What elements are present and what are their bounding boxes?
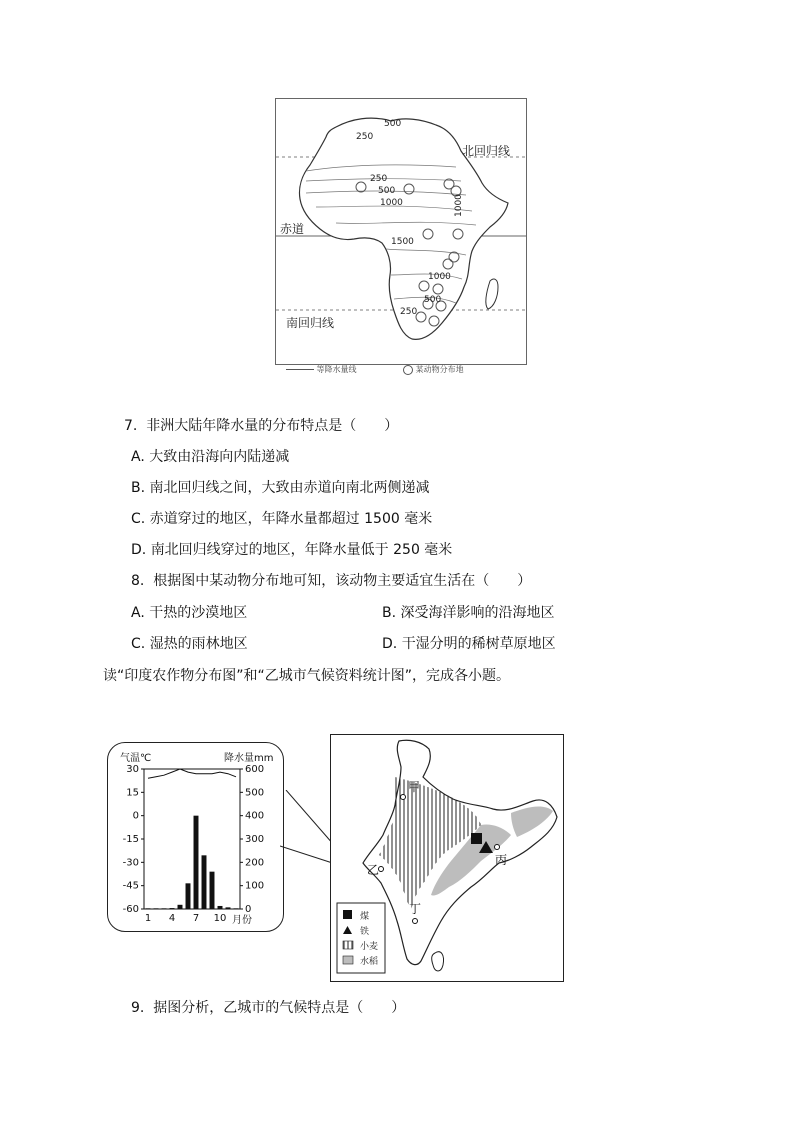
precipitation-bar bbox=[234, 908, 239, 909]
precipitation-tick-label: 0 bbox=[245, 904, 252, 915]
option-letter: D. bbox=[382, 636, 398, 652]
q7-option-d bbox=[131, 541, 452, 559]
precipitation-tick-label: 300 bbox=[245, 834, 265, 845]
temperature-tick-label: -60 bbox=[122, 904, 139, 915]
temperature-tick-label: 0 bbox=[132, 810, 139, 822]
precipitation-ticks bbox=[240, 764, 264, 915]
temperature-tick-label: -15 bbox=[122, 834, 139, 845]
precipitation-bar bbox=[186, 883, 191, 909]
temperature-tick-label: 30 bbox=[126, 764, 139, 775]
option-text: 湿热的雨林地区 bbox=[149, 636, 248, 652]
precipitation-bar bbox=[162, 908, 167, 909]
question-stem: 根据图中某动物分布地可知，该动物主要适宜生活在（ ） bbox=[153, 573, 532, 589]
question-8 bbox=[131, 572, 531, 590]
isohyet-value: 250 bbox=[370, 174, 388, 184]
precipitation-bar bbox=[202, 855, 207, 909]
city-yi-label: 乙 bbox=[367, 863, 380, 877]
question-stem: 非洲大陆年降水量的分布特点是（ ） bbox=[146, 418, 399, 434]
q7-option-c bbox=[131, 510, 432, 528]
precipitation-bars bbox=[146, 816, 239, 909]
option-letter: D. bbox=[131, 542, 147, 558]
option-text: 赤道穿过的地区，年降水量都超过 1500 毫米 bbox=[149, 511, 433, 527]
isohyet-value: 500 bbox=[424, 295, 442, 305]
section-intro: 读“印度农作物分布图”和“乙城市气候资料统计图”，完成各小题。 bbox=[103, 668, 511, 684]
month-tick-label: 7 bbox=[192, 913, 200, 924]
city-bing-label: 丙 bbox=[495, 853, 508, 867]
q8-option-a bbox=[131, 604, 247, 622]
isohyet-value: 250 bbox=[356, 132, 374, 142]
precipitation-bar bbox=[170, 908, 175, 909]
option-text: 大致由沿海向内陆递减 bbox=[149, 449, 290, 465]
option-text: 干热的沙漠地区 bbox=[149, 605, 248, 621]
isohyet-value: 500 bbox=[384, 119, 402, 129]
temperature-line bbox=[148, 769, 236, 778]
equator-label: 赤道 bbox=[280, 222, 305, 236]
precipitation-bar bbox=[178, 905, 183, 909]
coal-legend-icon bbox=[343, 910, 352, 919]
precipitation-tick-label: 500 bbox=[245, 787, 265, 799]
city-jia-dot bbox=[401, 795, 406, 800]
option-letter: C. bbox=[131, 636, 146, 652]
option-text: 干湿分明的稀树草原地区 bbox=[401, 636, 556, 652]
isohyet-value: 1000 bbox=[454, 194, 464, 217]
option-text: 南北回归线穿过的地区，年降水量低于 250 毫米 bbox=[150, 542, 453, 558]
month-ticks bbox=[145, 913, 227, 924]
q8-option-c bbox=[131, 635, 248, 653]
precipitation-axis-title: 降水量mm bbox=[224, 753, 274, 764]
isohyet-value: 1500 bbox=[391, 237, 414, 247]
month-tick-label: 1 bbox=[144, 913, 152, 924]
temperature-axis-title: 气温℃ bbox=[120, 753, 152, 764]
precipitation-bar bbox=[226, 907, 231, 909]
precipitation-tick-label: 600 bbox=[245, 764, 265, 775]
africa-map bbox=[275, 98, 527, 365]
q7-option-a bbox=[131, 448, 289, 466]
temperature-tick-label: 15 bbox=[126, 787, 139, 799]
madagascar-outline bbox=[486, 279, 498, 309]
isohyet-legend-icon bbox=[286, 369, 314, 370]
month-tick-label: 10 bbox=[213, 913, 227, 924]
option-text: 南北回归线之间，大致由赤道向南北两侧递减 bbox=[149, 480, 430, 496]
climate-chart-frame bbox=[107, 742, 284, 932]
circle-legend-icon bbox=[403, 365, 413, 375]
climate-chart bbox=[108, 743, 283, 931]
city-yi-dot bbox=[379, 867, 384, 872]
isohyet-legend-label: 等降水量线 bbox=[316, 365, 357, 374]
question-number: 7. bbox=[124, 418, 138, 434]
option-letter: B. bbox=[382, 605, 397, 621]
q8-option-b bbox=[382, 604, 555, 622]
option-text: 深受海洋影响的沿海地区 bbox=[400, 605, 555, 621]
sri-lanka-outline bbox=[432, 952, 444, 971]
rice-legend-label: 水稻 bbox=[360, 957, 379, 967]
isohyet-value: 500 bbox=[378, 186, 396, 196]
precipitation-tick-label: 200 bbox=[245, 857, 265, 869]
temperature-tick-label: -30 bbox=[122, 857, 139, 869]
africa-map-svg bbox=[276, 99, 526, 364]
india-map bbox=[330, 734, 564, 982]
circle-legend-label: 某动物分布地 bbox=[415, 365, 464, 374]
question-stem: 据图分析，乙城市的气候特点是（ ） bbox=[153, 1000, 406, 1016]
rice-legend-icon bbox=[343, 956, 353, 964]
q8-option-d bbox=[382, 635, 556, 653]
precipitation-bar bbox=[194, 816, 199, 909]
city-ding-dot bbox=[413, 919, 418, 924]
coal-legend-label: 煤 bbox=[360, 912, 370, 922]
isohyet-value: 1000 bbox=[380, 198, 403, 208]
question-number: 8. bbox=[131, 573, 145, 589]
tropic-of-cancer-label: 北回归线 bbox=[462, 144, 511, 158]
option-letter: A. bbox=[131, 605, 145, 621]
question-number: 9. bbox=[131, 1000, 145, 1016]
india-map-svg bbox=[331, 735, 563, 981]
iron-legend-label: 铁 bbox=[360, 927, 370, 937]
precipitation-bar bbox=[218, 906, 223, 909]
precipitation-bar bbox=[210, 872, 215, 909]
city-bing-dot bbox=[495, 845, 500, 850]
precipitation-bar bbox=[154, 908, 159, 909]
plot-area bbox=[144, 769, 240, 909]
option-letter: A. bbox=[131, 449, 145, 465]
temperature-ticks bbox=[123, 764, 144, 915]
tropic-of-capricorn-label: 南回归线 bbox=[286, 316, 335, 330]
isohyet-value: 1000 bbox=[428, 272, 451, 282]
precipitation-tick-label: 400 bbox=[245, 810, 265, 822]
wheat-legend-label: 小麦 bbox=[360, 942, 379, 952]
precipitation-tick-label: 100 bbox=[245, 880, 265, 892]
question-7 bbox=[124, 417, 398, 435]
coal-marker bbox=[471, 833, 482, 844]
plot-border bbox=[144, 769, 240, 909]
month-axis-label: 月份 bbox=[232, 915, 252, 926]
city-ding-label: 丁 bbox=[409, 902, 422, 916]
q7-option-b bbox=[131, 479, 430, 497]
wheat-legend-icon bbox=[343, 941, 353, 949]
option-letter: B. bbox=[131, 480, 146, 496]
temperature-tick-label: -45 bbox=[122, 880, 139, 892]
question-9 bbox=[131, 999, 405, 1017]
isohyet-value: 250 bbox=[400, 307, 418, 317]
option-letter: C. bbox=[131, 511, 146, 527]
africa-map-legend bbox=[286, 364, 464, 375]
precipitation-bar bbox=[146, 908, 151, 909]
month-tick-label: 4 bbox=[168, 913, 176, 924]
city-jia-label: 甲 bbox=[408, 780, 421, 794]
